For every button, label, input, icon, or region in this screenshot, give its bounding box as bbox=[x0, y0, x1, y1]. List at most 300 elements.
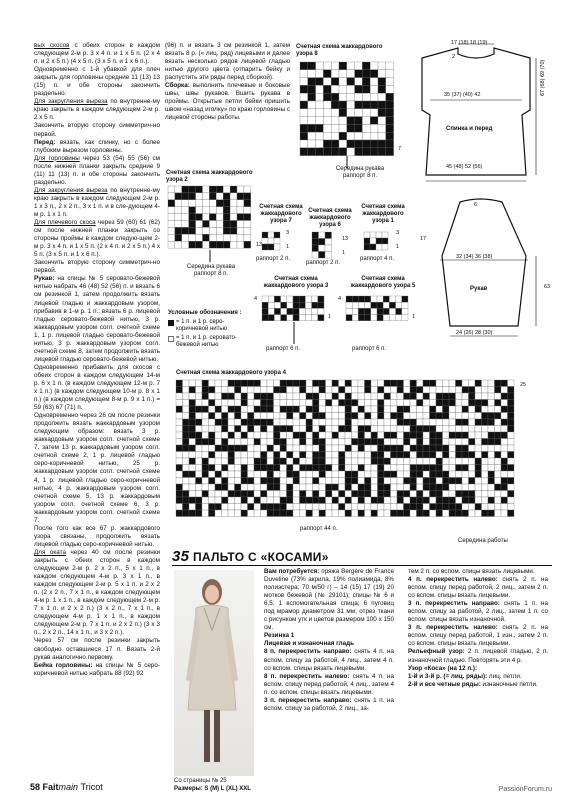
chart-cell bbox=[267, 439, 274, 446]
chart-cell bbox=[469, 491, 476, 498]
chart-cell bbox=[332, 406, 339, 413]
chart-cell bbox=[365, 458, 372, 465]
chart-cell bbox=[449, 510, 456, 517]
chart-cell bbox=[267, 426, 274, 433]
chart-8-title: Счетная схема жаккардового узора 8 bbox=[296, 44, 383, 57]
chart-cell bbox=[358, 302, 364, 308]
chart-cell bbox=[168, 221, 175, 228]
chart-cell bbox=[339, 497, 346, 504]
chart-cell bbox=[345, 458, 352, 465]
chart-cell bbox=[254, 497, 261, 504]
chart-cell bbox=[306, 400, 313, 407]
chart-cell bbox=[417, 393, 424, 400]
chart-cell bbox=[456, 491, 463, 498]
chart-cell bbox=[345, 439, 352, 446]
chart-cell bbox=[318, 315, 324, 321]
chart-cell bbox=[168, 200, 175, 207]
paragraph-text: Одновременно через 26 см после резинки продолжить вязать жаккардовым узором следующим образом: вязать 3 р. жаккардовым узором согл. счетной схеме 7, затем 13 р. жаккардовым узором согл. счетной схеме 2, 1 р. лицевой гладью серо-коричневой нитью, 25 р. жаккардовым узором согл. счетной схеме 4, 1 р. лицевой гладью серо-коричневой нитью, 4 р. жаккардовым узором согл. счетной схеме 5, 13 р. жаккардовым узором согл. счетной схеме 6, 3 р. жаккардовым узором согл. счетной схеме 7. bbox=[34, 412, 160, 524]
chart-cell bbox=[404, 504, 411, 511]
chart-cell bbox=[378, 140, 386, 148]
chart-cell bbox=[501, 458, 508, 465]
chart-cell bbox=[215, 413, 222, 420]
chart-cell bbox=[222, 497, 229, 504]
chart-cell bbox=[365, 393, 372, 400]
chart-cell bbox=[488, 406, 495, 413]
chart-cell bbox=[339, 148, 347, 156]
chart-cell bbox=[482, 491, 489, 498]
chart-cell bbox=[325, 239, 332, 246]
chart-cell bbox=[352, 439, 359, 446]
chart-cell bbox=[196, 241, 203, 248]
chart-cell bbox=[397, 380, 404, 387]
chart-cell bbox=[386, 140, 394, 148]
chart-cell bbox=[371, 445, 378, 452]
chart-cell bbox=[345, 471, 352, 478]
chart-cell bbox=[293, 400, 300, 407]
chart-cell bbox=[280, 510, 287, 517]
chart-cell bbox=[306, 484, 313, 491]
chart-cell bbox=[176, 471, 183, 478]
chart-cell bbox=[228, 497, 235, 504]
chart-cell bbox=[182, 221, 189, 228]
chart-6-repeat-label: раппорт 2 п. bbox=[306, 260, 341, 266]
chart-cell bbox=[339, 413, 346, 420]
chart-cell bbox=[371, 458, 378, 465]
chart-cell bbox=[244, 207, 251, 214]
chart-cell bbox=[391, 380, 398, 387]
chart-cell bbox=[280, 426, 287, 433]
chart-cell bbox=[462, 393, 469, 400]
chart-cell bbox=[215, 445, 222, 452]
paragraph bbox=[408, 648, 548, 664]
chart-cell bbox=[176, 458, 183, 465]
chart-cell bbox=[313, 432, 320, 439]
chart-cell bbox=[308, 78, 316, 86]
paragraph bbox=[408, 665, 548, 673]
chart-cell bbox=[323, 93, 331, 101]
chart-cell bbox=[319, 478, 326, 485]
chart-cell bbox=[345, 504, 352, 511]
chart-cell bbox=[391, 406, 398, 413]
chart-cell bbox=[196, 458, 203, 465]
chart-cell bbox=[262, 315, 268, 321]
chart-cell bbox=[508, 465, 515, 472]
chart-cell bbox=[261, 380, 268, 387]
legend-title: Условные обозначения : bbox=[168, 310, 242, 316]
chart-cell bbox=[430, 426, 437, 433]
article-divider bbox=[172, 565, 552, 566]
chart-cell bbox=[339, 452, 346, 459]
chart-cell bbox=[462, 439, 469, 446]
chart-cell bbox=[391, 387, 398, 394]
chart-cell bbox=[436, 413, 443, 420]
chart-cell bbox=[326, 439, 333, 446]
chart-cell bbox=[352, 458, 359, 465]
chart-cell bbox=[345, 380, 352, 387]
paragraph-underlined-lead: Для оката bbox=[34, 548, 66, 556]
chart-cell bbox=[176, 452, 183, 459]
chart-cell bbox=[501, 387, 508, 394]
chart-cell bbox=[391, 465, 398, 472]
chart-cell bbox=[404, 419, 411, 426]
chart-cell bbox=[378, 510, 385, 517]
chart-cell bbox=[175, 200, 182, 207]
chart-cell bbox=[175, 193, 182, 200]
chart-cell bbox=[417, 432, 424, 439]
chart-cell bbox=[293, 510, 300, 517]
chart-cell bbox=[430, 484, 437, 491]
chart-cell bbox=[274, 445, 281, 452]
chart-cell bbox=[316, 140, 324, 148]
chart-1-repeat-label: раппорт 4 п. bbox=[360, 256, 395, 262]
chart-cell bbox=[410, 393, 417, 400]
chart-cell bbox=[404, 432, 411, 439]
chart-cell bbox=[293, 426, 300, 433]
chart-cell bbox=[287, 510, 294, 517]
chart-1-grid bbox=[364, 232, 392, 250]
chart-cell bbox=[237, 207, 244, 214]
chart-cell bbox=[323, 62, 331, 70]
chart-cell bbox=[189, 221, 196, 228]
chart-cell bbox=[261, 413, 268, 420]
chart-cell bbox=[308, 109, 316, 117]
paragraph-text: снять 4 п. на вспом. спицу за работой, 4 лиц., затем 4 п. со вспом. спицы вязать лицевыми. bbox=[264, 648, 394, 672]
chart-cell bbox=[215, 439, 222, 446]
chart-cell bbox=[183, 426, 190, 433]
chart-cell bbox=[196, 400, 203, 407]
chart-cell bbox=[215, 491, 222, 498]
chart-3-row-1: 1 bbox=[328, 314, 332, 320]
chart-cell bbox=[237, 241, 244, 248]
chart-cell bbox=[168, 214, 175, 221]
chart-cell bbox=[323, 117, 331, 125]
chart-cell bbox=[196, 445, 203, 452]
chart-cell bbox=[391, 426, 398, 433]
chart-cell bbox=[377, 308, 383, 314]
chart-cell bbox=[325, 232, 332, 239]
chart-cell bbox=[223, 221, 230, 228]
chart-cell bbox=[391, 419, 398, 426]
chart-cell bbox=[313, 478, 320, 485]
chart-cell bbox=[371, 465, 378, 472]
chart-cell bbox=[475, 478, 482, 485]
chart-cell bbox=[209, 387, 216, 394]
chart-cell bbox=[215, 387, 222, 394]
chart-cell bbox=[189, 491, 196, 498]
chart-cell bbox=[347, 62, 355, 70]
chart-cell bbox=[352, 478, 359, 485]
chart-cell bbox=[274, 238, 280, 244]
chart-cell bbox=[488, 510, 495, 517]
chart-cell bbox=[386, 148, 394, 156]
chart-cell bbox=[287, 445, 294, 452]
chart-cell bbox=[397, 497, 404, 504]
chart-cell bbox=[230, 186, 237, 193]
chart-cell bbox=[384, 387, 391, 394]
chart-cell bbox=[339, 445, 346, 452]
chart-cell bbox=[189, 214, 196, 221]
chart-cell bbox=[456, 465, 463, 472]
chart-cell bbox=[397, 504, 404, 511]
chart-cell bbox=[352, 491, 359, 498]
chart-cell bbox=[378, 504, 385, 511]
chart-cell bbox=[261, 471, 268, 478]
chart-cell bbox=[241, 413, 248, 420]
chart-cell bbox=[436, 380, 443, 387]
chart-cell bbox=[430, 465, 437, 472]
chart-cell bbox=[423, 452, 430, 459]
chart-cell bbox=[391, 458, 398, 465]
chart-cell bbox=[209, 393, 216, 400]
chart-cell bbox=[397, 471, 404, 478]
chart-cell bbox=[287, 387, 294, 394]
chart-cell bbox=[241, 439, 248, 446]
chart-cell bbox=[248, 452, 255, 459]
chart-cell bbox=[449, 452, 456, 459]
chart-cell bbox=[352, 465, 359, 472]
chart-cell bbox=[280, 413, 287, 420]
magazine-name: Tricot bbox=[80, 782, 103, 792]
chart-cell bbox=[216, 207, 223, 214]
chart-cell bbox=[248, 504, 255, 511]
chart-cell bbox=[410, 471, 417, 478]
chart-cell bbox=[228, 400, 235, 407]
chart-cell bbox=[417, 478, 424, 485]
chart-cell bbox=[215, 426, 222, 433]
schematic-bottom-width: 45 (48) 52 (56) bbox=[446, 164, 483, 170]
chart-cell bbox=[319, 471, 326, 478]
chart-cell bbox=[300, 101, 308, 109]
chart-cell bbox=[384, 413, 391, 420]
chart-cell bbox=[376, 232, 382, 238]
chart-cell bbox=[319, 445, 326, 452]
chart-cell bbox=[228, 452, 235, 459]
chart-cell bbox=[241, 484, 248, 491]
chart-cell bbox=[378, 432, 385, 439]
chart-cell bbox=[384, 400, 391, 407]
chart-cell bbox=[410, 445, 417, 452]
chart-cell bbox=[371, 308, 377, 314]
chart-cell bbox=[430, 497, 437, 504]
chart-cell bbox=[469, 510, 476, 517]
chart-cell bbox=[397, 478, 404, 485]
chart-cell bbox=[508, 478, 515, 485]
chart-cell bbox=[449, 497, 456, 504]
chart-cell bbox=[449, 400, 456, 407]
chart-cell bbox=[300, 504, 307, 511]
chart-cell bbox=[300, 117, 308, 125]
paragraph-bold-lead: 8 п. перекрестить налево: bbox=[264, 672, 350, 680]
chart-cell bbox=[475, 426, 482, 433]
chart-cell bbox=[501, 445, 508, 452]
chart-cell bbox=[202, 387, 209, 394]
chart-cell bbox=[215, 432, 222, 439]
chart-cell bbox=[308, 132, 316, 140]
chart-cell bbox=[462, 471, 469, 478]
chart-cell bbox=[223, 207, 230, 214]
chart-cell bbox=[501, 471, 508, 478]
chart-cell bbox=[365, 445, 372, 452]
chart-cell bbox=[391, 400, 398, 407]
chart-cell bbox=[339, 387, 346, 394]
chart-cell bbox=[189, 504, 196, 511]
chart-cell bbox=[382, 232, 388, 238]
chart-cell bbox=[443, 419, 450, 426]
chart-cell bbox=[430, 406, 437, 413]
chart-cell bbox=[244, 221, 251, 228]
chart-cell bbox=[456, 400, 463, 407]
chart-cell bbox=[346, 296, 352, 302]
chart-cell bbox=[202, 510, 209, 517]
chart-cell bbox=[287, 458, 294, 465]
chart-cell bbox=[347, 109, 355, 117]
chart-cell bbox=[222, 504, 229, 511]
chart-cell bbox=[384, 452, 391, 459]
chart-cell bbox=[326, 419, 333, 426]
chart-cell bbox=[274, 419, 281, 426]
chart-cell bbox=[488, 504, 495, 511]
paragraph bbox=[34, 275, 160, 364]
chart-cell bbox=[196, 497, 203, 504]
chart-cell bbox=[306, 393, 313, 400]
chart-cell bbox=[482, 439, 489, 446]
chart-cell bbox=[306, 491, 313, 498]
chart-cell bbox=[436, 458, 443, 465]
chart-cell bbox=[482, 452, 489, 459]
chart-cell bbox=[482, 445, 489, 452]
chart-cell bbox=[268, 296, 274, 302]
chart-cell bbox=[216, 193, 223, 200]
chart-cell bbox=[423, 465, 430, 472]
chart-cell bbox=[183, 445, 190, 452]
chart-cell bbox=[215, 458, 222, 465]
chart-cell bbox=[262, 238, 268, 244]
chart-cell bbox=[318, 308, 324, 314]
chart-cell bbox=[358, 478, 365, 485]
chart-5-repeat-label: раппорт 6 п. bbox=[352, 346, 387, 352]
chart-cell bbox=[267, 393, 274, 400]
chart-cell bbox=[358, 419, 365, 426]
chart-cell bbox=[209, 432, 216, 439]
schematic-height: 67 (68) 69 (70) bbox=[540, 59, 546, 96]
chart-cell bbox=[365, 504, 372, 511]
chart-cell bbox=[475, 491, 482, 498]
chart-cell bbox=[235, 413, 242, 420]
chart-3-title: Счетная схема жаккардового узора 3 bbox=[263, 276, 329, 289]
chart-cell bbox=[235, 458, 242, 465]
chart-cell bbox=[462, 413, 469, 420]
chart-cell bbox=[254, 413, 261, 420]
chart-1-row-1: 1 bbox=[396, 244, 400, 250]
chart-cell bbox=[215, 497, 222, 504]
chart-cell bbox=[370, 140, 378, 148]
chart-cell bbox=[326, 380, 333, 387]
chart-cell bbox=[469, 471, 476, 478]
chart-cell bbox=[371, 419, 378, 426]
chart-cell bbox=[176, 406, 183, 413]
chart-cell bbox=[280, 400, 287, 407]
chart-cell bbox=[352, 504, 359, 511]
chart-cell bbox=[274, 510, 281, 517]
chart-cell bbox=[371, 387, 378, 394]
chart-6-row-count: 13 bbox=[342, 236, 349, 242]
chart-cell bbox=[417, 439, 424, 446]
chart-cell bbox=[228, 471, 235, 478]
chart-cell bbox=[202, 393, 209, 400]
paragraph-bold-lead: 4 п. перекрестить налево: bbox=[408, 576, 498, 584]
paragraph-bold-lead: Узор «Коса» (на 12 п.): bbox=[408, 664, 478, 672]
chart-cell bbox=[230, 221, 237, 228]
chart-cell bbox=[495, 484, 502, 491]
chart-cell bbox=[209, 413, 216, 420]
chart-cell bbox=[339, 380, 346, 387]
chart-cell bbox=[196, 221, 203, 228]
chart-cell bbox=[267, 387, 274, 394]
chart-cell bbox=[362, 117, 370, 125]
chart-cell bbox=[501, 432, 508, 439]
chart-cell bbox=[228, 432, 235, 439]
chart-cell bbox=[449, 478, 456, 485]
chart-cell bbox=[469, 458, 476, 465]
instructions-column-left bbox=[34, 42, 160, 678]
chart-cell bbox=[228, 406, 235, 413]
paragraph-text: Закончить вторую сторону симметрич-но первой. bbox=[34, 122, 160, 138]
chart-cell bbox=[378, 101, 386, 109]
paragraph-bold-lead: Рукав: bbox=[34, 275, 55, 283]
chart-cell bbox=[326, 445, 333, 452]
chart-cell bbox=[209, 227, 216, 234]
chart-cell bbox=[423, 484, 430, 491]
chart-cell bbox=[262, 232, 268, 238]
chart-cell bbox=[508, 452, 515, 459]
chart-cell bbox=[345, 406, 352, 413]
paragraph-text: Через 57 см после резинки закрыть свободно оставшиеся 17 п. Вязать 2-й рукав аналогично первому. bbox=[34, 637, 160, 661]
chart-cell bbox=[319, 387, 326, 394]
chart-6-grid bbox=[312, 232, 338, 258]
chart-cell bbox=[248, 380, 255, 387]
chart-cell bbox=[230, 241, 237, 248]
chart-cell bbox=[456, 419, 463, 426]
chart-cell bbox=[384, 432, 391, 439]
chart-cell bbox=[389, 296, 395, 302]
chart-cell bbox=[396, 302, 402, 308]
chart-cell bbox=[469, 445, 476, 452]
chart-cell bbox=[370, 132, 378, 140]
chart-cell bbox=[235, 387, 242, 394]
paragraph-bold-lead: 3 п. перекрестить налево: bbox=[408, 624, 498, 632]
chart-cell bbox=[469, 497, 476, 504]
chart-cell bbox=[280, 439, 287, 446]
chart-cell bbox=[352, 432, 359, 439]
chart-cell bbox=[305, 308, 311, 314]
chart-7-grid bbox=[262, 232, 282, 250]
chart-cell bbox=[495, 432, 502, 439]
chart-cell bbox=[456, 413, 463, 420]
chart-cell bbox=[223, 186, 230, 193]
article-column-2 bbox=[408, 568, 548, 689]
chart-cell bbox=[410, 497, 417, 504]
chart-cell bbox=[456, 426, 463, 433]
chart-cell bbox=[462, 484, 469, 491]
chart-cell bbox=[462, 426, 469, 433]
paragraph-text: (96) п. и вязать 3 см резинкой 1, затем вязать 8 р. (« лиц. ряд) лицевыми и далее вязать несколько рядов лицевой гладью нитью другого цвета (отпарить бейку и распустить эти ряды перед сборкой). bbox=[165, 42, 290, 82]
chart-cell bbox=[203, 193, 210, 200]
chart-cell bbox=[176, 465, 183, 472]
chart-cell bbox=[168, 227, 175, 234]
chart-cell bbox=[364, 244, 370, 250]
chart-cell bbox=[501, 419, 508, 426]
chart-cell bbox=[404, 497, 411, 504]
